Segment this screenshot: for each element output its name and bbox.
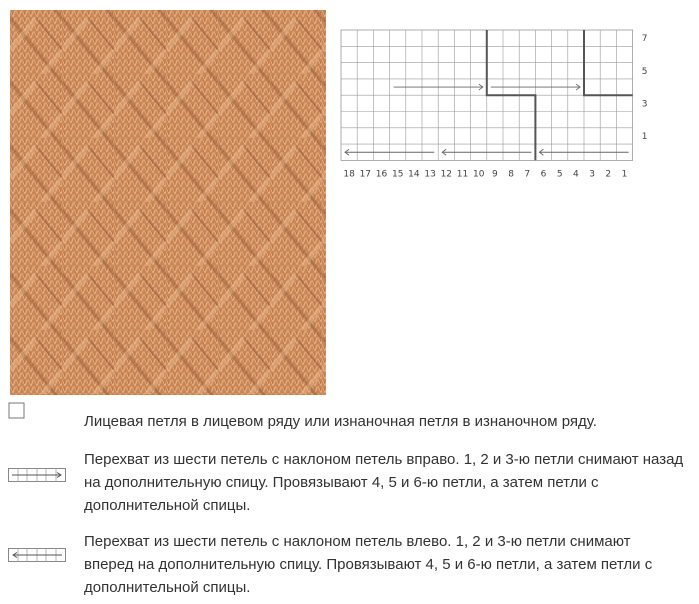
empty-square-icon bbox=[8, 402, 26, 420]
column-number: 16 bbox=[375, 169, 388, 180]
legend-text-right-cross: Перехват из шести петель с наклоном петель вправо. 1, 2 и 3-ю петли снимают назад на дополнительную спицу. Провязывают 4, 5 и 6-ю петли, а затем петли с дополнительной спицы. bbox=[84, 451, 684, 514]
column-number: 18 bbox=[343, 169, 355, 180]
column-number: 4 bbox=[573, 169, 579, 180]
row-number: 3 bbox=[641, 99, 648, 110]
cable-right-icon bbox=[8, 468, 66, 482]
column-number: 13 bbox=[424, 169, 436, 180]
column-number: 9 bbox=[492, 169, 498, 180]
column-number: 14 bbox=[408, 169, 420, 180]
column-number: 17 bbox=[359, 169, 372, 180]
column-number: 12 bbox=[440, 169, 453, 180]
column-number: 10 bbox=[472, 169, 485, 180]
row-number: 7 bbox=[641, 34, 648, 45]
column-number: 1 bbox=[621, 169, 628, 180]
column-number: 6 bbox=[540, 169, 547, 180]
column-number: 8 bbox=[508, 169, 514, 180]
row-number: 5 bbox=[641, 66, 648, 77]
row-numbers bbox=[642, 34, 648, 142]
column-number: 15 bbox=[391, 169, 404, 180]
column-number: 7 bbox=[524, 169, 531, 180]
knitting-sample-photo bbox=[10, 10, 326, 395]
column-number: 3 bbox=[589, 169, 595, 180]
row-number: 1 bbox=[641, 131, 648, 142]
knitting-chart bbox=[336, 20, 656, 190]
column-number: 5 bbox=[556, 169, 563, 180]
legend-text-plain: Лицевая петля в лицевом ряду или изнаночная петля в изнаночном ряду. bbox=[84, 413, 597, 430]
cable-left-icon bbox=[8, 548, 66, 562]
column-number: 11 bbox=[456, 169, 469, 180]
column-number: 2 bbox=[605, 169, 612, 180]
legend-text-left-cross: Перехват из шести петель с наклоном петель влево. 1, 2 и 3-ю петли снимают вперед на дополнительную спицу. Провязывают 4, 5 и 6-ю петли, а затем петли с дополнительной спицы. bbox=[84, 533, 653, 596]
column-numbers bbox=[343, 169, 627, 179]
